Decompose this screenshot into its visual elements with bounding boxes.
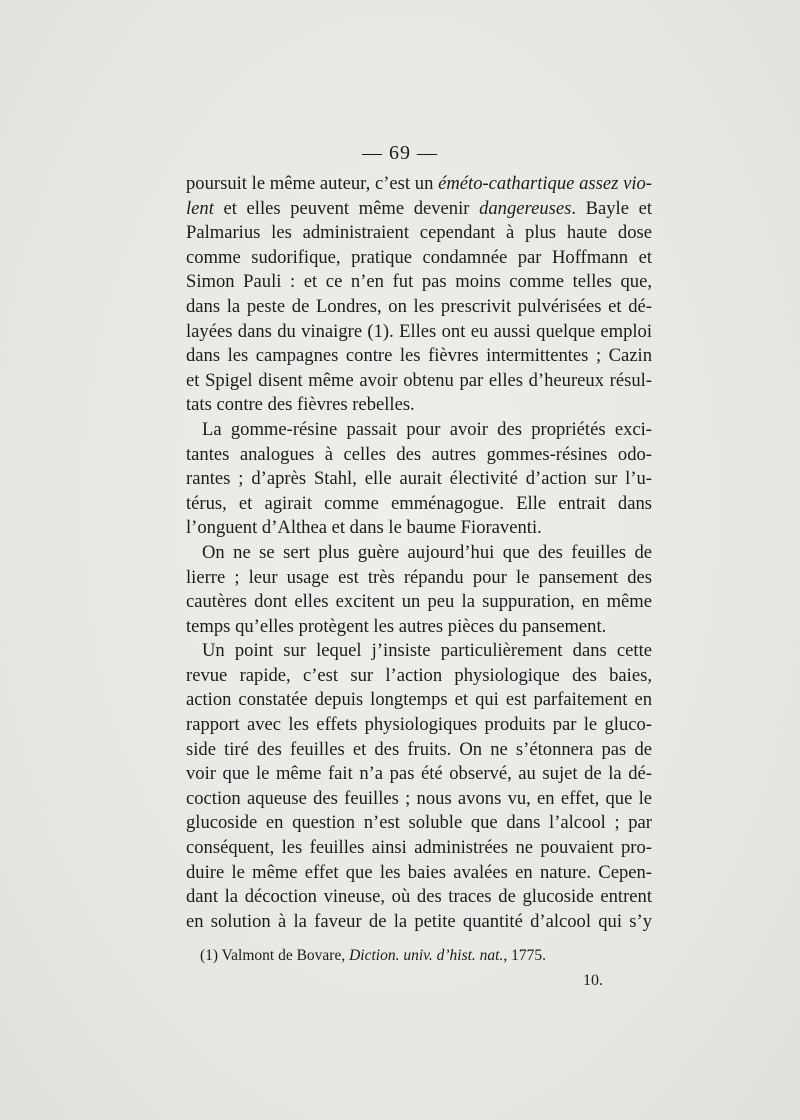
text-line-6: dans la peste de Londres, on les prescrivit pulvérisées et dé- — [186, 295, 652, 317]
text-line-15: l’onguent d’Althea et dans le baume Fioraventi. — [186, 517, 542, 539]
footnote-year: , 1775. — [503, 947, 546, 964]
text-line-2: lent et elles peuvent même devenir dangereuses. Bayle et — [186, 197, 652, 219]
text-line-9: et Spigel disent même avoir obtenu par elles d’heureux résul- — [186, 369, 652, 391]
text-line-28: conséquent, les feuilles ainsi administrées ne pouvaient pro- — [186, 837, 652, 859]
text-line-14: térus, et agirait comme emménagogue. Elle entrait dans — [186, 492, 652, 514]
text-line-27: glucoside en question n’est soluble que dans l’alcool ; par — [186, 812, 652, 834]
text-line-7: layées dans du vinaigre (1). Elles ont eu aussi quelque emploi — [186, 320, 652, 342]
text-line-3: Palmarius les administraient cependant à plus haute dose — [186, 222, 652, 244]
body-text — [186, 172, 652, 934]
text-line-25: voir que le même fait n’a pas été observé, au sujet de la dé- — [186, 763, 652, 785]
text-line-16: On ne se sert plus guère aujourd’hui que des feuilles de — [202, 541, 652, 563]
footnote-title: Diction. univ. d’hist. nat. — [349, 947, 504, 964]
text-line-5: Simon Pauli : et ce n’en fut pas moins comme telles que, — [186, 271, 652, 293]
text-line-17: lierre ; leur usage est très répandu pour le pansement des — [186, 566, 652, 588]
text-line-22: action constatée depuis longtemps et qui est parfaitement en — [186, 689, 652, 711]
text-line-21: revue rapide, c’est sur l’action physiologique des baies, — [186, 664, 652, 686]
text-line-31: en solution à la faveur de la petite quantité d’alcool qui s’y — [186, 910, 652, 932]
text-line-10: tats contre des fièvres rebelles. — [186, 394, 415, 416]
text-line-19: temps qu’elles protègent les autres pièces du pansement. — [186, 615, 607, 637]
text-line-18: cautères dont elles excitent un peu la suppuration, en même — [186, 591, 652, 613]
text-line-12: tantes analogues à celles des autres gommes-résines odo- — [186, 443, 652, 465]
text-line-29: duire le même effet que les baies avalées en nature. Cepen- — [186, 861, 652, 883]
text-line-4: comme sudorifique, pratique condamnée par Hoffmann et — [186, 246, 652, 268]
footnote-citation: (1) Valmont de Bovare, — [200, 947, 350, 964]
text-line-8: dans les campagnes contre les fièvres intermittentes ; Cazin — [186, 345, 652, 367]
text-line-26: coction aqueuse des feuilles ; nous avons vu, en effet, que le — [186, 787, 652, 809]
text-line-23: rapport avec les effets physiologiques produits par le gluco- — [186, 714, 652, 736]
signature-mark: 10. — [583, 972, 603, 989]
text-line-11: La gomme-résine passait pour avoir des propriétés exci- — [202, 418, 652, 440]
text-line-24: side tiré des feuilles et des fruits. On ne s’étonnera pas de — [186, 738, 652, 760]
text-line-1: poursuit le même auteur, c’est un éméto-cathartique assez vio- — [186, 173, 652, 194]
text-line-20: Un point sur lequel j’insiste particulièrement dans cette — [202, 640, 652, 662]
text-line-13: rantes ; d’après Stahl, elle aurait électivité d’action sur l’u- — [186, 468, 652, 490]
footnote — [200, 946, 620, 966]
page-number: — 69 — — [362, 142, 438, 164]
text-line-30: dant la décoction vineuse, où des traces de glucoside entrent — [186, 886, 652, 908]
